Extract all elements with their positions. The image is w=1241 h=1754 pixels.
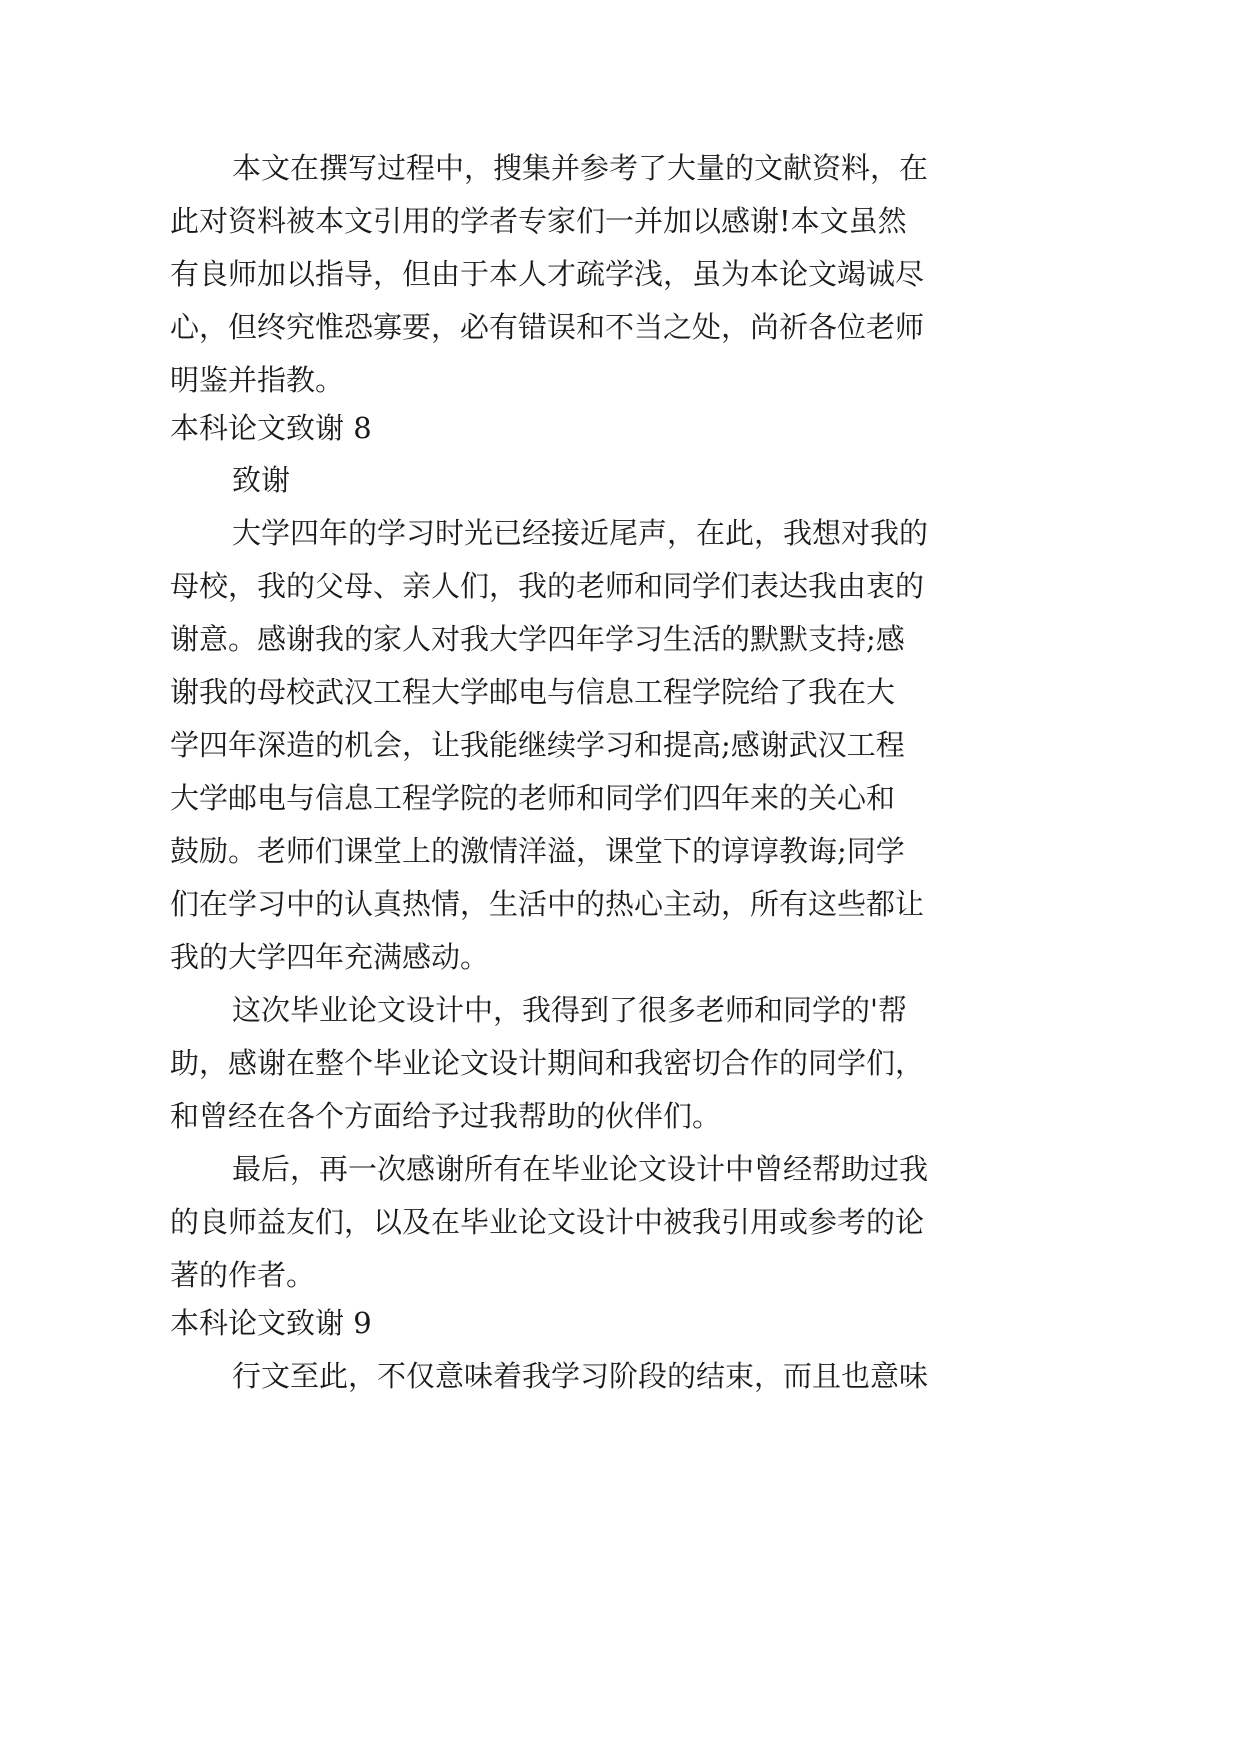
paragraph-line: 学四年深造的机会，让我能继续学习和提高;感谢武汉工程 [170,728,905,762]
paragraph-line: 这次毕业论文设计中，我得到了很多老师和同学的'帮 [232,993,907,1027]
paragraph-line: 大学邮电与信息工程学院的老师和同学们四年来的关心和 [170,781,896,815]
paragraph-line: 助，感谢在整个毕业论文设计期间和我密切合作的同学们， [170,1046,925,1080]
paragraph-line: 本文在撰写过程中，搜集并参考了大量的文献资料，在 [232,151,929,185]
subheading: 致谢 [232,463,291,497]
paragraph-line: 和曾经在各个方面给予过我帮助的伙伴们。 [170,1099,722,1133]
paragraph-line: 我的大学四年充满感动。 [170,940,490,974]
paragraph-line: 的良师益友们，以及在毕业论文设计中被我引用或参考的论 [170,1205,925,1239]
paragraph-line: 最后，再一次感谢所有在毕业论文设计中曾经帮助过我 [232,1152,929,1186]
section-heading: 本科论文致谢 8 [170,411,372,445]
paragraph-line: 此对资料被本文引用的学者专家们一并加以感谢!本文虽然 [170,204,907,238]
paragraph-line: 有良师加以指导，但由于本人才疏学浅，虽为本论文竭诚尽 [170,257,925,291]
paragraph-line: 行文至此，不仅意味着我学习阶段的结束，而且也意味 [232,1359,929,1393]
paragraph-line: 们在学习中的认真热情，生活中的热心主动，所有这些都让 [170,887,925,921]
paragraph-line: 大学四年的学习时光已经接近尾声，在此，我想对我的 [232,516,929,550]
paragraph-line: 谢意。感谢我的家人对我大学四年学习生活的默默支持;感 [170,622,905,656]
paragraph-line: 母校，我的父母、亲人们，我的老师和同学们表达我由衷的 [170,569,925,603]
paragraph-line: 明鉴并指教。 [170,363,345,397]
paragraph-line: 著的作者。 [170,1258,316,1292]
section-heading: 本科论文致谢 9 [170,1306,372,1340]
paragraph-line: 心，但终究惟恐寡要，必有错误和不当之处，尚祈各位老师 [170,310,925,344]
paragraph-line: 谢我的母校武汉工程大学邮电与信息工程学院给了我在大 [170,675,896,709]
paragraph-line: 鼓励。老师们课堂上的激情洋溢，课堂下的谆谆教诲;同学 [170,834,905,868]
